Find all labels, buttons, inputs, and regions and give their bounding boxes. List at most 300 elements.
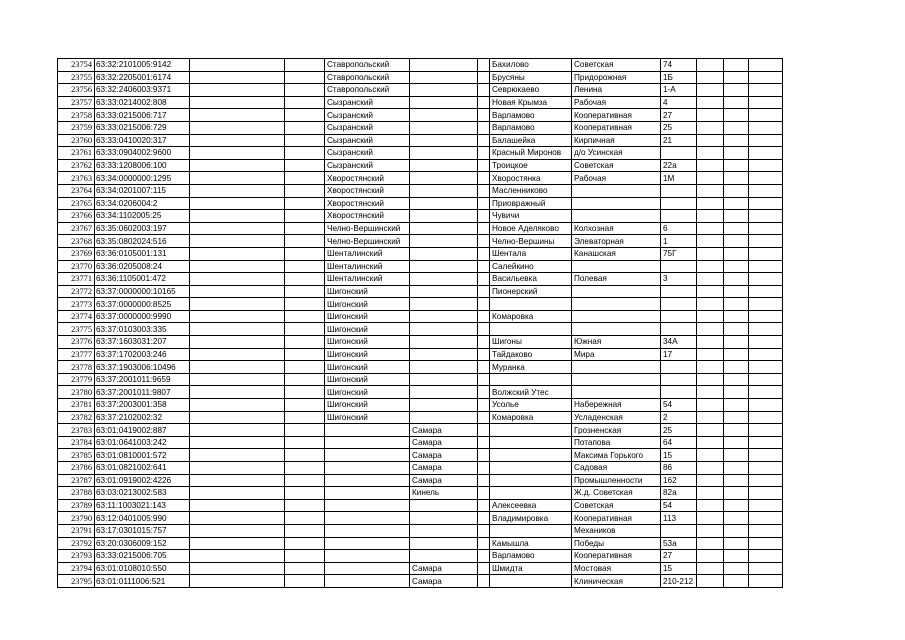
table-cell[interactable] (410, 172, 478, 185)
table-cell[interactable]: 75Г (661, 247, 697, 260)
table-cell[interactable] (285, 424, 325, 437)
table-cell[interactable]: 23769 (58, 247, 95, 260)
table-cell[interactable]: Шенталинский (325, 247, 410, 260)
table-cell[interactable]: Шигонский (325, 285, 410, 298)
table-cell[interactable]: Шигонский (325, 348, 410, 361)
table-cell[interactable]: 63:03:0213002:583 (95, 487, 190, 500)
table-cell[interactable] (190, 373, 285, 386)
table-cell[interactable]: 23776 (58, 336, 95, 349)
table-cell[interactable] (697, 121, 724, 134)
table-cell[interactable] (478, 449, 490, 462)
table-cell[interactable]: Муранка (490, 361, 572, 374)
table-cell[interactable] (724, 562, 749, 575)
table-cell[interactable]: 63:37:2001011:9659 (95, 373, 190, 386)
table-cell[interactable] (697, 361, 724, 374)
table-cell[interactable] (724, 512, 749, 525)
table-cell[interactable] (285, 84, 325, 97)
table-cell[interactable]: 23790 (58, 512, 95, 525)
table-cell[interactable]: 63:37:0000000:8525 (95, 298, 190, 311)
table-cell[interactable] (749, 550, 783, 563)
table-cell[interactable] (478, 462, 490, 475)
table-cell[interactable]: Пионерский (490, 285, 572, 298)
table-cell[interactable] (749, 474, 783, 487)
table-cell[interactable] (190, 361, 285, 374)
table-cell[interactable] (697, 436, 724, 449)
table-cell[interactable]: 1М (661, 172, 697, 185)
table-cell[interactable] (410, 512, 478, 525)
table-cell[interactable]: Волжский Утес (490, 386, 572, 399)
table-cell[interactable]: Сызранский (325, 121, 410, 134)
table-cell[interactable]: 63:01:0108010:550 (95, 562, 190, 575)
table-cell[interactable] (478, 373, 490, 386)
table-cell[interactable] (285, 273, 325, 286)
table-cell[interactable] (478, 386, 490, 399)
table-cell[interactable] (478, 524, 490, 537)
table-cell[interactable] (190, 348, 285, 361)
table-cell[interactable]: Шигонский (325, 373, 410, 386)
table-cell[interactable] (697, 336, 724, 349)
table-cell[interactable] (190, 575, 285, 588)
table-cell[interactable]: Кооперативная (572, 550, 661, 563)
table-cell[interactable] (490, 298, 572, 311)
table-cell[interactable]: 23760 (58, 134, 95, 147)
table-cell[interactable] (724, 399, 749, 412)
table-cell[interactable] (724, 197, 749, 210)
table-cell[interactable]: 63:01:0419002:887 (95, 424, 190, 437)
table-cell[interactable]: 63:20:0306009:152 (95, 537, 190, 550)
table-cell[interactable] (478, 499, 490, 512)
table-cell[interactable] (325, 424, 410, 437)
table-cell[interactable]: 63:35:0802024:516 (95, 235, 190, 248)
table-cell[interactable] (478, 184, 490, 197)
table-cell[interactable] (724, 411, 749, 424)
table-cell[interactable]: 63:36:0105001:131 (95, 247, 190, 260)
table-cell[interactable] (572, 361, 661, 374)
table-cell[interactable] (749, 512, 783, 525)
table-cell[interactable] (724, 285, 749, 298)
table-cell[interactable] (697, 71, 724, 84)
table-cell[interactable]: Владимировка (490, 512, 572, 525)
table-cell[interactable] (490, 449, 572, 462)
table-cell[interactable] (749, 373, 783, 386)
table-cell[interactable]: 23789 (58, 499, 95, 512)
table-cell[interactable]: 23779 (58, 373, 95, 386)
table-cell[interactable] (325, 499, 410, 512)
table-cell[interactable]: 23783 (58, 424, 95, 437)
table-cell[interactable]: 82а (661, 487, 697, 500)
table-cell[interactable] (572, 310, 661, 323)
table-cell[interactable] (661, 147, 697, 160)
table-cell[interactable] (190, 84, 285, 97)
table-cell[interactable] (285, 550, 325, 563)
table-cell[interactable] (749, 121, 783, 134)
table-cell[interactable] (410, 59, 478, 72)
table-cell[interactable] (190, 134, 285, 147)
table-cell[interactable]: 63:01:0111006:521 (95, 575, 190, 588)
table-cell[interactable] (410, 373, 478, 386)
table-cell[interactable] (410, 197, 478, 210)
table-cell[interactable] (749, 487, 783, 500)
table-cell[interactable] (478, 121, 490, 134)
table-cell[interactable] (285, 562, 325, 575)
table-cell[interactable] (478, 197, 490, 210)
table-cell[interactable] (285, 134, 325, 147)
table-cell[interactable] (572, 197, 661, 210)
table-cell[interactable] (697, 273, 724, 286)
table-cell[interactable] (190, 222, 285, 235)
table-cell[interactable]: 23764 (58, 184, 95, 197)
table-cell[interactable]: Самара (410, 424, 478, 437)
table-cell[interactable] (661, 361, 697, 374)
table-cell[interactable]: Шигонский (325, 399, 410, 412)
table-cell[interactable]: 23781 (58, 399, 95, 412)
table-cell[interactable] (724, 260, 749, 273)
table-cell[interactable] (285, 487, 325, 500)
table-cell[interactable] (478, 575, 490, 588)
table-cell[interactable]: Варламово (490, 550, 572, 563)
table-cell[interactable] (697, 462, 724, 475)
table-cell[interactable] (410, 159, 478, 172)
table-cell[interactable]: 63:32:2101005:9142 (95, 59, 190, 72)
table-cell[interactable] (749, 449, 783, 462)
table-cell[interactable]: Победы (572, 537, 661, 550)
table-cell[interactable]: Самара (410, 575, 478, 588)
table-cell[interactable]: Рабочая (572, 96, 661, 109)
table-cell[interactable] (478, 537, 490, 550)
table-cell[interactable]: Потапова (572, 436, 661, 449)
table-cell[interactable] (749, 210, 783, 223)
table-cell[interactable] (478, 134, 490, 147)
table-cell[interactable]: 23793 (58, 550, 95, 563)
table-cell[interactable] (661, 260, 697, 273)
table-cell[interactable]: 63:37:0000000:10165 (95, 285, 190, 298)
table-cell[interactable] (410, 537, 478, 550)
table-cell[interactable]: 162 (661, 474, 697, 487)
table-cell[interactable] (490, 487, 572, 500)
table-cell[interactable] (478, 71, 490, 84)
table-cell[interactable]: 23792 (58, 537, 95, 550)
table-cell[interactable]: 63:33:0215006:705 (95, 550, 190, 563)
table-cell[interactable]: 63:33:1208006:100 (95, 159, 190, 172)
table-cell[interactable] (478, 159, 490, 172)
table-cell[interactable] (285, 323, 325, 336)
table-cell[interactable] (749, 575, 783, 588)
table-cell[interactable]: 63:33:0215006:717 (95, 109, 190, 122)
table-cell[interactable] (285, 348, 325, 361)
table-cell[interactable]: Балашейка (490, 134, 572, 147)
table-cell[interactable] (697, 537, 724, 550)
table-cell[interactable] (661, 197, 697, 210)
table-cell[interactable]: 3 (661, 273, 697, 286)
table-cell[interactable] (190, 247, 285, 260)
table-cell[interactable]: 63:32:2406003:9371 (95, 84, 190, 97)
table-cell[interactable] (190, 487, 285, 500)
table-cell[interactable]: Кинель (410, 487, 478, 500)
table-cell[interactable]: 63:01:0641003:242 (95, 436, 190, 449)
table-cell[interactable]: 63:34:0201007:115 (95, 184, 190, 197)
table-cell[interactable]: Варламово (490, 109, 572, 122)
table-cell[interactable]: 23786 (58, 462, 95, 475)
table-cell[interactable]: Шигонский (325, 323, 410, 336)
table-cell[interactable] (478, 59, 490, 72)
table-cell[interactable]: Усладенская (572, 411, 661, 424)
table-cell[interactable]: 23791 (58, 524, 95, 537)
table-cell[interactable]: 74 (661, 59, 697, 72)
table-cell[interactable] (724, 184, 749, 197)
table-cell[interactable] (749, 524, 783, 537)
table-cell[interactable] (749, 386, 783, 399)
table-cell[interactable] (724, 84, 749, 97)
table-cell[interactable] (697, 386, 724, 399)
table-cell[interactable] (478, 550, 490, 563)
table-cell[interactable] (190, 499, 285, 512)
table-cell[interactable] (410, 386, 478, 399)
table-cell[interactable]: Шигонский (325, 411, 410, 424)
table-cell[interactable] (661, 323, 697, 336)
table-cell[interactable]: 23774 (58, 310, 95, 323)
table-cell[interactable] (724, 247, 749, 260)
table-cell[interactable] (572, 373, 661, 386)
table-cell[interactable]: 63:01:0919002:4226 (95, 474, 190, 487)
table-cell[interactable]: Кооперативная (572, 121, 661, 134)
table-cell[interactable] (749, 462, 783, 475)
table-cell[interactable]: 64 (661, 436, 697, 449)
table-cell[interactable] (749, 323, 783, 336)
table-cell[interactable]: Шигонский (325, 336, 410, 349)
table-cell[interactable] (724, 71, 749, 84)
table-cell[interactable]: Хворостянский (325, 184, 410, 197)
table-cell[interactable]: Ленина (572, 84, 661, 97)
table-cell[interactable]: Новое Аделяково (490, 222, 572, 235)
table-cell[interactable] (285, 474, 325, 487)
table-cell[interactable] (478, 109, 490, 122)
table-cell[interactable]: Кооперативная (572, 109, 661, 122)
table-cell[interactable]: 63:34:1102005:25 (95, 210, 190, 223)
table-cell[interactable]: Самара (410, 462, 478, 475)
table-cell[interactable]: 63:36:1105001:472 (95, 273, 190, 286)
table-cell[interactable] (490, 323, 572, 336)
table-cell[interactable]: Шенталинский (325, 273, 410, 286)
table-cell[interactable]: Приовражный (490, 197, 572, 210)
table-cell[interactable] (190, 537, 285, 550)
table-cell[interactable] (697, 373, 724, 386)
table-cell[interactable] (490, 474, 572, 487)
table-cell[interactable] (190, 524, 285, 537)
table-cell[interactable] (190, 197, 285, 210)
table-cell[interactable]: 6 (661, 222, 697, 235)
table-cell[interactable] (724, 222, 749, 235)
table-cell[interactable] (724, 487, 749, 500)
table-cell[interactable] (190, 71, 285, 84)
table-cell[interactable] (697, 159, 724, 172)
table-cell[interactable] (697, 524, 724, 537)
table-cell[interactable] (410, 184, 478, 197)
table-cell[interactable]: Рабочая (572, 172, 661, 185)
table-cell[interactable]: Полевая (572, 273, 661, 286)
table-cell[interactable] (661, 524, 697, 537)
table-cell[interactable] (190, 184, 285, 197)
table-cell[interactable] (285, 436, 325, 449)
table-cell[interactable]: Салейкино (490, 260, 572, 273)
table-cell[interactable] (410, 499, 478, 512)
table-cell[interactable]: 54 (661, 499, 697, 512)
table-cell[interactable] (478, 474, 490, 487)
table-cell[interactable]: Варламово (490, 121, 572, 134)
table-cell[interactable]: Алексеевка (490, 499, 572, 512)
table-cell[interactable] (190, 260, 285, 273)
table-cell[interactable]: д/о Усинская (572, 147, 661, 160)
table-cell[interactable] (285, 537, 325, 550)
table-cell[interactable] (478, 298, 490, 311)
table-cell[interactable] (749, 336, 783, 349)
table-cell[interactable] (190, 436, 285, 449)
table-cell[interactable] (190, 235, 285, 248)
table-cell[interactable]: Тайдаково (490, 348, 572, 361)
table-cell[interactable] (285, 524, 325, 537)
table-cell[interactable]: Сызранский (325, 147, 410, 160)
table-cell[interactable]: 63:01:0810001:572 (95, 449, 190, 462)
table-cell[interactable] (490, 575, 572, 588)
table-cell[interactable]: Мира (572, 348, 661, 361)
table-cell[interactable]: 23765 (58, 197, 95, 210)
table-cell[interactable]: Шигонский (325, 386, 410, 399)
table-cell[interactable]: Шигонский (325, 310, 410, 323)
table-cell[interactable]: Самара (410, 449, 478, 462)
table-cell[interactable] (724, 147, 749, 160)
table-cell[interactable] (478, 562, 490, 575)
table-cell[interactable]: 23763 (58, 172, 95, 185)
table-cell[interactable]: 86 (661, 462, 697, 475)
table-cell[interactable] (724, 386, 749, 399)
table-cell[interactable]: Усолье (490, 399, 572, 412)
table-cell[interactable] (285, 184, 325, 197)
table-cell[interactable] (285, 109, 325, 122)
table-cell[interactable]: 23795 (58, 575, 95, 588)
table-cell[interactable] (285, 235, 325, 248)
table-cell[interactable] (285, 310, 325, 323)
table-cell[interactable] (724, 474, 749, 487)
table-cell[interactable] (190, 562, 285, 575)
table-cell[interactable] (190, 449, 285, 462)
table-cell[interactable] (749, 247, 783, 260)
table-cell[interactable]: 113 (661, 512, 697, 525)
table-cell[interactable] (410, 121, 478, 134)
table-cell[interactable] (478, 436, 490, 449)
table-cell[interactable]: 23772 (58, 285, 95, 298)
table-cell[interactable]: Колхозная (572, 222, 661, 235)
table-cell[interactable]: 23787 (58, 474, 95, 487)
table-cell[interactable] (285, 222, 325, 235)
table-cell[interactable] (749, 285, 783, 298)
table-cell[interactable] (749, 361, 783, 374)
table-cell[interactable]: 23757 (58, 96, 95, 109)
table-cell[interactable]: 23773 (58, 298, 95, 311)
table-cell[interactable] (410, 411, 478, 424)
table-cell[interactable] (749, 235, 783, 248)
table-cell[interactable]: Кирпичная (572, 134, 661, 147)
table-cell[interactable]: Советская (572, 499, 661, 512)
table-cell[interactable] (190, 96, 285, 109)
table-cell[interactable]: Набережная (572, 399, 661, 412)
table-cell[interactable] (325, 537, 410, 550)
table-cell[interactable] (724, 373, 749, 386)
table-cell[interactable]: Мостовая (572, 562, 661, 575)
table-cell[interactable] (478, 285, 490, 298)
table-cell[interactable] (724, 449, 749, 462)
table-cell[interactable] (190, 512, 285, 525)
table-cell[interactable] (410, 109, 478, 122)
table-cell[interactable] (410, 210, 478, 223)
table-cell[interactable]: 23771 (58, 273, 95, 286)
table-cell[interactable] (697, 550, 724, 563)
table-cell[interactable] (190, 273, 285, 286)
table-cell[interactable] (478, 411, 490, 424)
table-cell[interactable]: 2 (661, 411, 697, 424)
table-cell[interactable]: 63:33:0215006:729 (95, 121, 190, 134)
table-cell[interactable] (478, 512, 490, 525)
table-cell[interactable]: 23756 (58, 84, 95, 97)
table-cell[interactable] (724, 524, 749, 537)
table-cell[interactable]: 15 (661, 562, 697, 575)
table-cell[interactable]: 15 (661, 449, 697, 462)
table-cell[interactable] (697, 499, 724, 512)
table-cell[interactable] (478, 235, 490, 248)
table-cell[interactable] (749, 424, 783, 437)
table-cell[interactable] (724, 537, 749, 550)
table-cell[interactable] (478, 348, 490, 361)
table-cell[interactable] (410, 399, 478, 412)
table-cell[interactable] (478, 96, 490, 109)
table-cell[interactable]: Чувичи (490, 210, 572, 223)
table-cell[interactable]: Хворостянский (325, 210, 410, 223)
table-cell[interactable]: Советская (572, 159, 661, 172)
table-cell[interactable] (478, 424, 490, 437)
table-cell[interactable] (749, 109, 783, 122)
table-cell[interactable]: 63:37:2001011:9807 (95, 386, 190, 399)
table-cell[interactable] (490, 524, 572, 537)
table-cell[interactable] (490, 424, 572, 437)
table-cell[interactable] (190, 147, 285, 160)
table-cell[interactable]: Масленниково (490, 184, 572, 197)
table-cell[interactable] (697, 260, 724, 273)
table-cell[interactable]: 63:37:0000000:9990 (95, 310, 190, 323)
table-cell[interactable]: 63:37:2003001:358 (95, 399, 190, 412)
table-cell[interactable] (410, 134, 478, 147)
table-cell[interactable] (724, 462, 749, 475)
table-cell[interactable] (697, 96, 724, 109)
table-cell[interactable] (478, 147, 490, 160)
table-cell[interactable]: 63:33:0904002:9600 (95, 147, 190, 160)
table-cell[interactable] (697, 323, 724, 336)
table-cell[interactable] (697, 222, 724, 235)
table-cell[interactable]: Клиническая (572, 575, 661, 588)
table-cell[interactable] (697, 575, 724, 588)
table-cell[interactable] (478, 323, 490, 336)
table-cell[interactable] (478, 487, 490, 500)
table-cell[interactable] (285, 197, 325, 210)
table-cell[interactable] (749, 184, 783, 197)
table-cell[interactable] (724, 235, 749, 248)
table-cell[interactable]: 63:12:0401005:990 (95, 512, 190, 525)
table-cell[interactable]: 63:37:1702003:246 (95, 348, 190, 361)
table-cell[interactable] (749, 310, 783, 323)
table-cell[interactable] (724, 575, 749, 588)
table-cell[interactable] (325, 575, 410, 588)
table-cell[interactable]: 23780 (58, 386, 95, 399)
table-cell[interactable] (749, 59, 783, 72)
table-cell[interactable] (285, 449, 325, 462)
table-cell[interactable] (749, 273, 783, 286)
